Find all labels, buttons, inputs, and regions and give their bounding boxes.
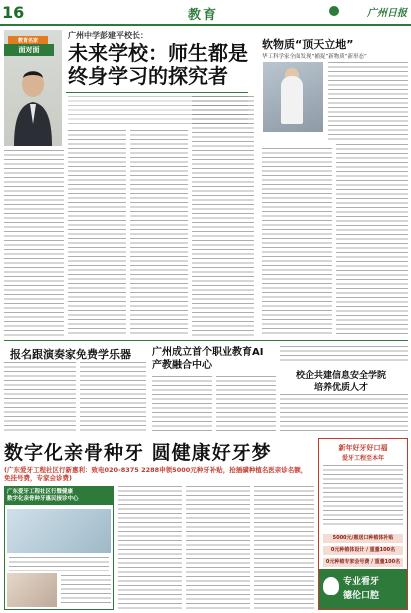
main-text-col-3	[130, 130, 188, 336]
main-headline	[68, 42, 248, 88]
ad-banner-title: 数字化亲骨种牙 圆健康好牙梦	[4, 442, 272, 464]
ad-photo-clinic	[7, 509, 111, 553]
column-name: 面对面	[4, 44, 54, 56]
tooth-icon	[323, 577, 339, 595]
headline-rule	[66, 92, 248, 93]
ad-article-col-1	[118, 486, 182, 610]
ad-offer-3: 0元种植专家会号费 / 重量100名	[323, 558, 403, 567]
right-text-col-c	[336, 144, 408, 336]
right-text-col-b	[262, 148, 332, 336]
section-title: 教育	[188, 8, 219, 23]
person-silhouette-icon	[10, 64, 56, 146]
paper-logo-icon	[329, 6, 339, 16]
main-text-col-2	[68, 130, 126, 336]
ad-right-line-1: 新年好牙好口福	[338, 444, 388, 452]
security-intro-text	[280, 346, 408, 364]
ad-offer-1: 5000元/惠送口种植体补贴	[323, 534, 403, 543]
ad-offer-2: 0元种植体设计 / 重量100名	[323, 546, 403, 555]
ad-box-header-line-1: 广东爱牙工程社区行暨健康	[7, 489, 74, 495]
ad-right-bottom-1: 专业看牙	[343, 577, 380, 587]
headline-line-2: 终身学习的探究者	[68, 64, 228, 88]
section-divider	[4, 340, 408, 341]
security-headline-1: 校企共建信息安全学院	[296, 371, 387, 381]
ad-right	[318, 438, 408, 610]
ai-center-text-1	[152, 376, 212, 434]
ad-right-text	[323, 465, 403, 527]
ai-center-text-2	[216, 376, 276, 434]
ad-right-bottom-2: 德伦口腔	[343, 591, 380, 601]
ad-banner	[4, 438, 312, 464]
column-tag: 教育名家	[8, 36, 48, 45]
right-story-subtitle: 华工科学家全面发现“捕捉”新物质“新形态”	[262, 54, 367, 60]
free-study-text-1	[4, 362, 76, 434]
ad-banner-subtitle: (广东爱牙工程社区行新惠利：致电020-8375 2288申领5000元种牙补贴，抢插磺种植名医亲诊名额，免挂号费，专家会诊费)	[4, 466, 308, 482]
ad-box-left	[4, 486, 114, 610]
security-text	[280, 394, 408, 434]
main-text-col-1	[4, 150, 64, 336]
ai-center-headline: 广州成立首个职业教育AI产教融合中心	[152, 347, 264, 371]
headline-line-1: 未来学校：师生都是	[68, 41, 248, 65]
ad-article-col-3	[254, 486, 314, 610]
paper-name: 广州日报	[367, 8, 407, 19]
scientist-labcoat	[281, 76, 303, 124]
page-number: 16	[2, 3, 25, 22]
main-kicker: 广州中学彭建平校长：	[68, 31, 148, 40]
free-study-headline: 报名跟演奏家免费学乐器	[10, 348, 131, 361]
ad-box-text-2	[61, 575, 111, 605]
scientist-photo	[263, 62, 323, 132]
ad-box-header-line-2: 数字化亲骨种牙惠民接诊中心	[7, 496, 79, 502]
ad-article-col-2	[186, 486, 250, 610]
masthead	[0, 0, 411, 26]
ad-photo-doctor	[7, 573, 57, 607]
security-headline-2: 培养优质人才	[314, 383, 369, 393]
right-text-col-a	[328, 62, 408, 140]
ad-box-text	[9, 557, 109, 571]
main-text-col-4	[192, 96, 254, 336]
ad-box-header	[5, 487, 113, 505]
ad-right-line-2: 爱牙工程至本年	[341, 455, 384, 462]
free-study-text-2	[80, 362, 146, 434]
ad-right-footer	[319, 569, 407, 609]
right-story-title: 软物质“顶天立地”	[262, 38, 354, 51]
